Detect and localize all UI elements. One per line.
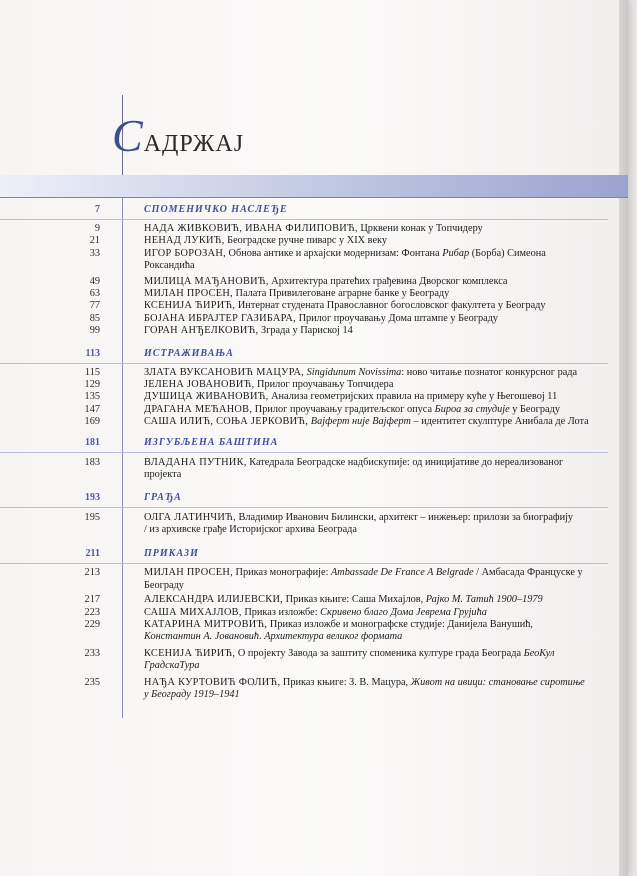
entry-page-number: 49 xyxy=(89,275,100,287)
entry-page-number: 77 xyxy=(89,300,100,312)
section-page-number: 7 xyxy=(95,204,100,215)
page-title xyxy=(112,110,245,163)
entry-title-italic: Константин А. Јовановић. Архитектура великог формата xyxy=(144,631,403,643)
toc-entry[interactable] xyxy=(0,648,628,673)
entry-author: ДРАГАНА МЕЋАНОВ, xyxy=(144,403,253,415)
toc-entry[interactable] xyxy=(0,404,628,416)
entry-title: у Београду xyxy=(509,403,560,415)
entry-title-italic: Рајко М. Татић 1900–1979 xyxy=(425,594,543,606)
entry-author: АЛЕКСАНДРА ИЛИЈЕВСКИ, xyxy=(144,594,284,606)
entry-author: ЈЕЛЕНА ЈОВАНОВИЋ, xyxy=(144,379,255,391)
toc-entry[interactable] xyxy=(0,300,628,312)
title-initial: С xyxy=(112,110,143,161)
entry-title: – идентитет скулптуре Анибала де Лота xyxy=(410,416,589,428)
entry-author: МИЛАН ПРОСЕН, xyxy=(144,567,233,579)
entry-title: Приказ изложбе: xyxy=(244,606,321,618)
entry-title: Прилог проучавању градитељског опуса xyxy=(254,403,435,415)
entry-title: Приказ књиге: Саша Михајлов, xyxy=(285,594,426,606)
entry-title: : ново читање познатог конкурсног рада xyxy=(401,366,578,378)
entry-author: НАЂА КУРТОВИЋ ФОЛИЋ, xyxy=(144,676,281,688)
toc-entry[interactable] xyxy=(0,325,628,337)
section-page-number: 181 xyxy=(85,436,100,448)
section-title: ИЗГУБЉЕНА БАШТИНА xyxy=(144,436,279,448)
entry-author: САША ИЛИЋ, СОЊА ЈЕРКОВИЋ, xyxy=(144,416,309,428)
entry-page-number: 223 xyxy=(84,606,100,618)
toc-entry[interactable] xyxy=(0,677,628,702)
toc-entry[interactable] xyxy=(0,567,628,592)
entry-author: МИЛИЦА МАЂАНОВИЋ, xyxy=(144,275,269,287)
section-title: ИСТРАЖИВАЊА xyxy=(144,347,234,359)
entry-page-number: 63 xyxy=(89,288,100,300)
entry-title: (Борба) Симеона xyxy=(469,247,546,259)
section-header[interactable] xyxy=(0,435,628,453)
toc-entry[interactable] xyxy=(0,607,628,619)
entry-title: Обнова антике и архајски модернизам: Фонтана xyxy=(228,247,443,259)
entry-page-number: 147 xyxy=(84,403,100,415)
section-header[interactable] xyxy=(0,546,628,564)
entry-title-italic: Ambassade De France A Belgrade xyxy=(331,567,474,579)
entry-author: НЕНАД ЛУКИЋ, xyxy=(144,235,225,247)
entry-author: ИГОР БОРОЗАН, xyxy=(144,247,226,259)
entry-title: О пројекту Завода за заштиту споменика културе града Београда xyxy=(237,647,524,659)
entry-title-italic: ГрадскаТура xyxy=(144,660,200,672)
entry-title: Анализа геометријских правила на примеру куће у Његошевој 11 xyxy=(271,391,558,403)
entry-author: КСЕНИЈА ЋИРИЋ, xyxy=(144,647,236,659)
entry-page-number: 129 xyxy=(84,379,100,391)
section-rule xyxy=(0,507,608,508)
entry-title-continued: Београду xyxy=(144,579,184,591)
toc-entry[interactable] xyxy=(0,276,628,288)
entry-author: ОЛГА ЛАТИНЧИЋ, xyxy=(144,511,236,523)
entry-page-number: 99 xyxy=(89,325,100,337)
toc-entry[interactable] xyxy=(0,235,628,247)
entry-author: ГОРАН АНЂЕЛКОВИЋ, xyxy=(144,325,259,337)
entry-page-number: 21 xyxy=(89,235,100,247)
entry-author: ВЛАДАНА ПУТНИК, xyxy=(144,456,247,468)
entry-title: Приказ књиге: З. В. Мацура, xyxy=(282,676,411,688)
section-rule xyxy=(0,219,608,220)
entry-page-number: 135 xyxy=(84,391,100,403)
entry-author: МИЛАН ПРОСЕН, xyxy=(144,288,233,300)
entry-title: Приказ монографије: xyxy=(235,567,331,579)
entry-page-number: 217 xyxy=(84,594,100,606)
entry-title-italic: Скривено благо Дома Јеврема Грујића xyxy=(320,606,487,618)
title-rest: АДРЖАЈ xyxy=(143,131,245,157)
entry-title-continued: Роксандића xyxy=(144,260,195,272)
section-title: ПРИКАЗИ xyxy=(144,548,199,560)
entry-page-number: 9 xyxy=(94,223,100,234)
section-title: СПОМЕНИЧКО НАСЛЕЂЕ xyxy=(144,204,288,215)
header-band-rule xyxy=(0,197,628,198)
entry-title: Приказ изложбе и монографске студије: Данијела Ванушић, xyxy=(269,618,533,630)
toc-entry[interactable] xyxy=(0,367,628,379)
entry-title: Прилог проучавању Дома штампе у Београду xyxy=(298,312,499,324)
entry-author: САША МИХАЈЛОВ, xyxy=(144,606,242,618)
toc-entry[interactable] xyxy=(0,512,628,537)
entry-title: Београдске ручне пиварс у XIX веку xyxy=(227,235,388,247)
entry-title: / Амбасада Француске у xyxy=(473,567,583,579)
entry-title-italic: Живот на ивици: становање сиротиње xyxy=(410,676,585,688)
section-rule xyxy=(0,563,608,564)
toc-entry[interactable] xyxy=(0,391,628,403)
entry-title: Катедрала Београдске надбискупије: од иницијативе до нереализованог пројекта xyxy=(144,456,564,481)
toc-entry[interactable] xyxy=(0,594,628,606)
toc-entry[interactable] xyxy=(0,223,628,235)
section-rule xyxy=(0,363,608,364)
entry-title: Владимир Иванович Билински, архитект – инжењер: прилози за биографију xyxy=(238,511,574,523)
entry-author: ЗЛАТА ВУКСАНОВИЋ МАЦУРА, xyxy=(144,366,305,378)
entry-page-number: 195 xyxy=(84,511,100,523)
entry-title: Прилог проучавању Топчидера xyxy=(257,379,394,391)
table-of-contents xyxy=(0,199,628,701)
entry-author: КСЕНИЈА ЋИРИЋ, xyxy=(144,300,236,312)
entry-title: Палата Привилеговане аграрне банке у Београду xyxy=(235,288,450,300)
entry-title-italic: Singidunum Novissima xyxy=(306,366,402,378)
entry-title: Зграда у Париској 14 xyxy=(260,325,353,337)
toc-entry[interactable] xyxy=(0,248,628,273)
section-rule xyxy=(0,452,608,453)
entry-title: Архитектура пратећих грађевина Дворског комплекса xyxy=(271,275,508,287)
section-header[interactable] xyxy=(0,490,628,508)
entry-title-italic: у Београду 1919–1941 xyxy=(144,688,240,700)
entry-page-number: 85 xyxy=(89,312,100,324)
toc-entry[interactable] xyxy=(0,457,628,482)
section-page-number: 113 xyxy=(85,347,100,359)
section-header[interactable] xyxy=(0,346,628,364)
entry-author: НАДА ЖИВКОВИЋ, ИВАНА ФИЛИПОВИЋ, xyxy=(144,223,358,234)
section-title: ГРАЂА xyxy=(144,491,182,503)
entry-page-number: 235 xyxy=(84,676,100,688)
entry-page-number: 115 xyxy=(84,366,100,378)
entry-title-continued: / из архивске грађе Историјског архива Београда xyxy=(144,523,357,535)
entry-author: ДУШИЦА ЖИВАНОВИЋ, xyxy=(144,391,269,403)
entry-page-number: 169 xyxy=(84,416,100,428)
header-band xyxy=(0,175,628,197)
entry-title-italic: БеоКул xyxy=(523,647,555,659)
entry-title-italic: Бироа за студије xyxy=(434,403,510,415)
section-header[interactable] xyxy=(0,202,628,220)
section-page-number: 211 xyxy=(85,548,100,560)
entry-author: БОЈАНА ИБРАЈТЕР ГАЗИБАРА, xyxy=(144,312,296,324)
section-page-number: 193 xyxy=(85,491,100,503)
entry-author: КАТАРИНА МИТРОВИЋ, xyxy=(144,618,268,630)
toc-entry[interactable] xyxy=(0,416,628,428)
entry-page-number: 229 xyxy=(84,618,100,630)
entry-title-italic: Вајферт није Вајферт xyxy=(310,416,411,428)
entry-page-number: 33 xyxy=(89,247,100,259)
toc-entry[interactable] xyxy=(0,379,628,391)
entry-title: Црквени конак у Топчидеру xyxy=(360,223,483,234)
toc-entry[interactable] xyxy=(0,288,628,300)
entry-page-number: 183 xyxy=(84,456,100,468)
entry-page-number: 233 xyxy=(84,647,100,659)
entry-page-number: 213 xyxy=(84,567,100,579)
entry-title: Интернат студената Православног богословског факултета у Београду xyxy=(237,300,546,312)
entry-title-italic: Рибар xyxy=(442,247,470,259)
toc-entry[interactable] xyxy=(0,313,628,325)
toc-entry[interactable] xyxy=(0,619,628,644)
